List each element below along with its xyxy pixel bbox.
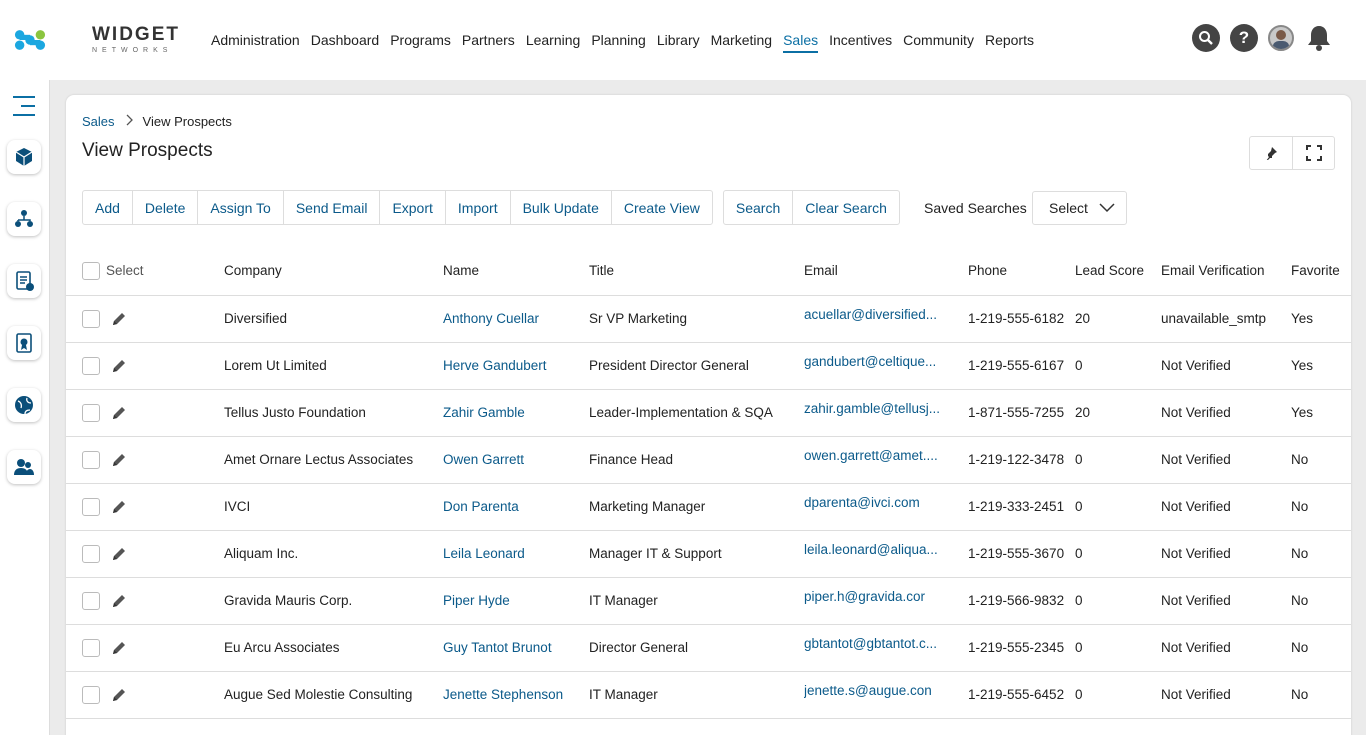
pin-icon[interactable] <box>1250 137 1292 169</box>
row-checkbox[interactable] <box>82 404 100 422</box>
title-cell: Director General <box>589 624 804 671</box>
company-cell: Eu Arcu Associates <box>224 624 443 671</box>
pencil-icon[interactable] <box>110 545 128 563</box>
table-row[interactable] <box>66 436 1351 483</box>
lead-score-cell: 0 <box>1075 671 1161 718</box>
column-header-name[interactable]: Name <box>443 247 589 295</box>
nav-marketing[interactable]: Marketing <box>710 32 773 48</box>
add-button[interactable]: Add <box>95 199 120 216</box>
table-row[interactable] <box>66 295 1351 342</box>
lead-score-cell: 0 <box>1075 530 1161 577</box>
prospect-name-link[interactable]: Owen Garrett <box>443 436 589 483</box>
nav-administration[interactable]: Administration <box>211 32 300 48</box>
search-icon[interactable] <box>1192 24 1220 52</box>
row-select-cell <box>66 671 224 718</box>
phone-cell: 1-871-555-7255 <box>968 389 1075 436</box>
favorite-cell: Yes <box>1291 295 1351 342</box>
action-toolbar <box>82 190 900 225</box>
company-cell: Gravida Mauris Corp. <box>224 577 443 624</box>
table-body <box>66 295 1351 718</box>
lead-score-cell: 0 <box>1075 577 1161 624</box>
email-verification-cell: Not Verified <box>1161 342 1291 389</box>
company-cell: Aliquam Inc. <box>224 530 443 577</box>
email-verification-cell: Not Verified <box>1161 577 1291 624</box>
row-checkbox[interactable] <box>82 498 100 516</box>
prospect-name-link[interactable]: Guy Tantot Brunot <box>443 624 589 671</box>
title-cell: Manager IT & Support <box>589 530 804 577</box>
company-cell: Diversified <box>224 295 443 342</box>
favorite-cell: Yes <box>1291 342 1351 389</box>
breadcrumb <box>82 114 232 129</box>
email-link[interactable]: gbtantot@gbtantot.c... <box>804 624 968 671</box>
row-checkbox[interactable] <box>82 639 100 657</box>
header-actions <box>1192 24 1332 52</box>
pencil-icon[interactable] <box>110 592 128 610</box>
phone-cell: 1-219-555-6452 <box>968 671 1075 718</box>
nav-sales[interactable]: Sales <box>783 0 818 80</box>
left-rail <box>0 80 50 735</box>
company-cell: Tellus Justo Foundation <box>224 389 443 436</box>
invoice-icon[interactable] <box>7 264 41 298</box>
bulk-update-button[interactable]: Bulk Update <box>510 191 611 224</box>
prospect-name-link[interactable]: Leila Leonard <box>443 530 589 577</box>
select-all-header <box>66 247 224 295</box>
title-cell: Sr VP Marketing <box>589 295 804 342</box>
column-header-favorite[interactable]: Favorite <box>1291 247 1351 295</box>
email-link[interactable]: zahir.gamble@tellusj... <box>804 389 968 436</box>
brand-wordmark <box>92 26 180 56</box>
email-link[interactable]: owen.garrett@amet.... <box>804 436 968 483</box>
nav-community[interactable]: Community <box>903 32 974 48</box>
email-link[interactable]: acuellar@diversified... <box>804 295 968 342</box>
email-verification-cell: unavailable_smtp <box>1161 295 1291 342</box>
nav-learning[interactable]: Learning <box>525 32 581 48</box>
favorite-cell: No <box>1291 577 1351 624</box>
title-cell: President Director General <box>589 342 804 389</box>
export-button[interactable]: Export <box>379 191 444 224</box>
row-checkbox[interactable] <box>82 357 100 375</box>
title-cell: Marketing Manager <box>589 483 804 530</box>
saved-searches-select[interactable] <box>1032 191 1127 225</box>
create-view-button[interactable]: Create View <box>611 191 712 224</box>
table-row[interactable] <box>66 342 1351 389</box>
phone-cell: 1-219-555-2345 <box>968 624 1075 671</box>
email-verification-cell: Not Verified <box>1161 671 1291 718</box>
prospect-name-link[interactable]: Don Parenta <box>443 483 589 530</box>
search-button[interactable]: Search <box>735 199 781 216</box>
prospects-table <box>66 247 1351 719</box>
company-cell: IVCI <box>224 483 443 530</box>
certificate-icon[interactable] <box>7 326 41 360</box>
column-header-company[interactable]: Company <box>224 247 443 295</box>
column-header-lead-score[interactable]: Lead Score <box>1075 247 1161 295</box>
table-row[interactable] <box>66 671 1351 718</box>
page-title: View Prospects <box>82 140 213 161</box>
pencil-icon[interactable] <box>110 310 128 328</box>
pencil-icon[interactable] <box>110 498 128 516</box>
email-verification-cell: Not Verified <box>1161 530 1291 577</box>
prospect-name-link[interactable]: Anthony Cuellar <box>443 295 589 342</box>
chevron-right-icon <box>125 114 133 129</box>
row-select-cell <box>66 483 224 530</box>
company-cell: Amet Ornare Lectus Associates <box>224 436 443 483</box>
table-row[interactable] <box>66 530 1351 577</box>
row-select-cell <box>66 624 224 671</box>
chevron-down-icon <box>1099 202 1115 214</box>
title-cell: IT Manager <box>589 671 804 718</box>
favorite-cell: No <box>1291 483 1351 530</box>
panel-controls <box>1249 136 1335 170</box>
row-select-cell <box>66 436 224 483</box>
row-select-cell <box>66 530 224 577</box>
main-nav <box>211 0 1045 80</box>
email-verification-cell: Not Verified <box>1161 389 1291 436</box>
bell-icon[interactable] <box>1306 24 1332 52</box>
import-button[interactable]: Import <box>445 191 510 224</box>
row-select-cell <box>66 295 224 342</box>
company-cell: Lorem Ut Limited <box>224 342 443 389</box>
delete-button[interactable]: Delete <box>132 191 197 224</box>
email-link[interactable]: leila.leonard@aliqua... <box>804 530 968 577</box>
table-row[interactable] <box>66 624 1351 671</box>
favorite-cell: No <box>1291 671 1351 718</box>
phone-cell: 1-219-555-6182 <box>968 295 1075 342</box>
breadcrumb-sales[interactable]: Sales <box>82 114 115 129</box>
cube-icon[interactable] <box>7 140 41 174</box>
column-header-phone[interactable]: Phone <box>968 247 1075 295</box>
lead-score-cell: 0 <box>1075 342 1161 389</box>
saved-searches-value: Select <box>1049 200 1088 216</box>
email-link[interactable]: piper.h@gravida.cor <box>804 577 968 624</box>
favorite-cell: No <box>1291 436 1351 483</box>
select-label: Select <box>106 263 144 279</box>
lead-score-cell: 20 <box>1075 389 1161 436</box>
send-email-button[interactable]: Send Email <box>283 191 380 224</box>
assign-to-button[interactable]: Assign To <box>197 191 282 224</box>
table-row[interactable] <box>66 577 1351 624</box>
nav-programs[interactable]: Programs <box>390 32 451 48</box>
email-link[interactable]: gandubert@celtique... <box>804 342 968 389</box>
column-header-title[interactable]: Title <box>589 247 804 295</box>
clear-search-button[interactable]: Clear Search <box>792 191 899 224</box>
title-cell: IT Manager <box>589 577 804 624</box>
row-select-cell <box>66 389 224 436</box>
column-header-email-verification[interactable]: Email Verification <box>1161 247 1291 295</box>
phone-cell: 1-219-555-3670 <box>968 530 1075 577</box>
lead-score-cell: 0 <box>1075 436 1161 483</box>
phone-cell: 1-219-333-2451 <box>968 483 1075 530</box>
lead-score-cell: 0 <box>1075 483 1161 530</box>
nav-incentives[interactable]: Incentives <box>829 32 893 48</box>
pencil-icon[interactable] <box>110 639 128 657</box>
email-verification-cell: Not Verified <box>1161 436 1291 483</box>
fullscreen-icon[interactable] <box>1292 137 1334 169</box>
action-button-group <box>82 190 713 225</box>
row-checkbox[interactable] <box>82 451 100 469</box>
nav-reports[interactable]: Reports <box>984 32 1034 48</box>
table-row[interactable] <box>66 483 1351 530</box>
favorite-cell: Yes <box>1291 389 1351 436</box>
prospect-name-link[interactable]: Herve Gandubert <box>443 342 589 389</box>
favorite-cell: No <box>1291 530 1351 577</box>
brand-name: WIDGET <box>92 24 180 45</box>
prospect-name-link[interactable]: Piper Hyde <box>443 577 589 624</box>
menu-icon[interactable] <box>13 96 35 123</box>
breadcrumb-current: View Prospects <box>142 114 232 129</box>
table-row[interactable] <box>66 389 1351 436</box>
email-link[interactable]: jenette.s@augue.con <box>804 671 968 718</box>
globe-icon[interactable] <box>7 388 41 422</box>
main-panel <box>66 95 1351 735</box>
row-select-cell <box>66 342 224 389</box>
brand-logo-icon[interactable] <box>14 17 94 63</box>
users-icon[interactable] <box>7 450 41 484</box>
row-select-cell <box>66 577 224 624</box>
email-verification-cell: Not Verified <box>1161 483 1291 530</box>
column-header-email[interactable]: Email <box>804 247 968 295</box>
row-checkbox[interactable] <box>82 545 100 563</box>
org-chart-icon[interactable] <box>7 202 41 236</box>
select-all-checkbox[interactable] <box>82 262 100 280</box>
prospect-name-link[interactable]: Zahir Gamble <box>443 389 589 436</box>
favorite-cell: No <box>1291 624 1351 671</box>
email-verification-cell: Not Verified <box>1161 624 1291 671</box>
pencil-icon[interactable] <box>110 357 128 375</box>
row-checkbox[interactable] <box>82 310 100 328</box>
top-bar <box>0 0 1366 80</box>
saved-searches-label: Saved Searches <box>924 200 1027 216</box>
nav-partners[interactable]: Partners <box>461 32 515 48</box>
avatar[interactable] <box>1268 25 1294 51</box>
lead-score-cell: 0 <box>1075 624 1161 671</box>
phone-cell: 1-219-122-3478 <box>968 436 1075 483</box>
phone-cell: 1-219-566-9832 <box>968 577 1075 624</box>
pencil-icon[interactable] <box>110 451 128 469</box>
row-checkbox[interactable] <box>82 686 100 704</box>
title-cell: Finance Head <box>589 436 804 483</box>
prospect-name-link[interactable]: Jenette Stephenson <box>443 671 589 718</box>
lead-score-cell: 20 <box>1075 295 1161 342</box>
title-cell: Leader-Implementation & SQA <box>589 389 804 436</box>
company-cell: Augue Sed Molestie Consulting <box>224 671 443 718</box>
row-checkbox[interactable] <box>82 592 100 610</box>
email-link[interactable]: dparenta@ivci.com <box>804 483 968 530</box>
nav-dashboard[interactable]: Dashboard <box>310 32 380 48</box>
phone-cell: 1-219-555-6167 <box>968 342 1075 389</box>
nav-library[interactable]: Library <box>656 32 700 48</box>
nav-planning[interactable]: Planning <box>591 32 646 48</box>
brand-tagline: NETWORKS <box>92 47 173 54</box>
pencil-icon[interactable] <box>110 404 128 422</box>
table-header-row <box>66 247 1351 295</box>
pencil-icon[interactable] <box>110 686 128 704</box>
search-button-group <box>723 190 900 225</box>
help-icon[interactable]: ? <box>1230 24 1258 52</box>
